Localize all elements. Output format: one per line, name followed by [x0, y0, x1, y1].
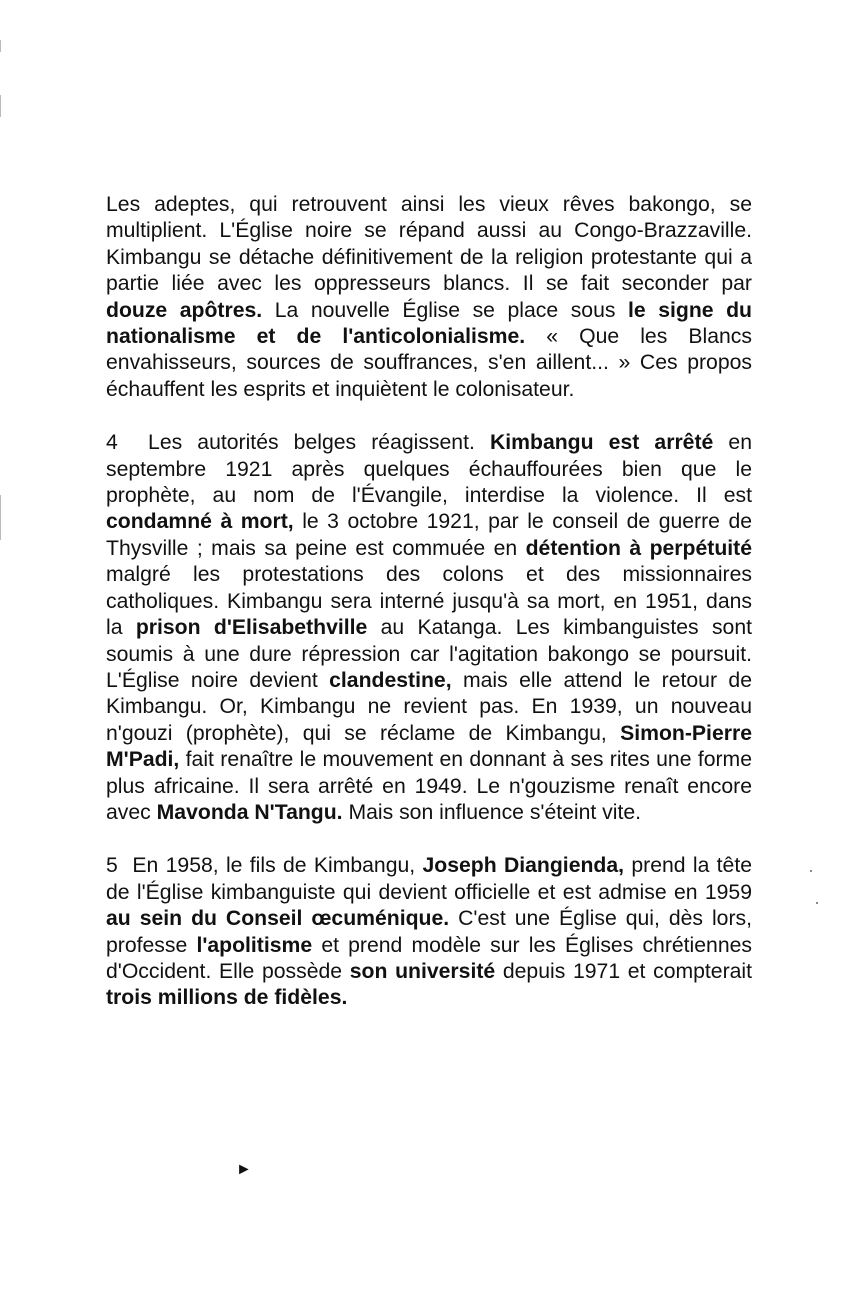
emphasis-text: au sein du Conseil œcuménique. [106, 907, 450, 931]
text-segment: malgré les protestations des colons et des missionnaires catholiques. Kimbangu sera interné jusqu'à sa mort, en 1951, dans la [106, 563, 752, 640]
emphasis-text: Simon-Pierre M'Padi, [106, 721, 752, 772]
emphasis-text: le signe du nationalisme et de l'anticolonialisme. [106, 298, 753, 349]
text-segment: C'est une Église qui, dès lors, professe [106, 907, 752, 957]
paragraph-text [106, 430, 752, 826]
text-segment: fait renaître le mouvement en donnant à ses rites une forme plus africaine. Il sera arrêté en 1949. Le n'gouzisme renaît encore avec [106, 748, 752, 824]
text-segment: le 3 octobre 1921, par le conseil de guerre de Thysville ; mais sa peine est commuée en [106, 510, 753, 560]
emphasis-text: trois millions de fidèles. [106, 986, 348, 1010]
text-segment: au Katanga. Les kimbanguistes sont soumis à une dure répression car l'agitation bakongo se poursuit. L'Église noire devient [106, 616, 752, 692]
document-body [106, 192, 752, 1039]
emphasis-text: Kimbangu est arrêté [489, 431, 714, 455]
text-segment: depuis 1971 et compterait [495, 959, 753, 983]
text-segment: en septembre 1921 après quelques échauffourées bien que le prophète, au nom de l'Évangile, interdise la violence. Il est [106, 431, 752, 508]
emphasis-text: détention à perpétuité [525, 536, 753, 560]
scan-edge-mark [0, 95, 1, 117]
paragraph-number: 4 [106, 431, 118, 455]
emphasis-text: Joseph Diangienda, [422, 854, 625, 878]
paragraph-3 [106, 192, 752, 403]
paragraph-text [106, 192, 752, 403]
emphasis-text: Mavonda N'Tangu. [156, 800, 343, 824]
text-segment: La nouvelle Église se place sous [262, 298, 629, 322]
emphasis-text: son université [349, 959, 496, 983]
emphasis-text: douze apôtres. [106, 298, 263, 322]
text-segment: En 1958, le fils de Kimbangu, [132, 854, 423, 878]
text-segment: et prend modèle sur les Églises chrétiennes d'Occident. Elle possède [106, 933, 752, 983]
text-segment: prend la tête de l'Église kimbanguiste qui devient officielle et est admise en 1959 [106, 854, 752, 904]
paragraph-text [106, 853, 752, 1011]
paragraph-4 [106, 430, 752, 826]
scan-edge-mark [0, 495, 1, 540]
paragraph-5 [106, 853, 752, 1011]
continue-arrow-icon: ► [236, 1161, 252, 1178]
scan-speck [816, 902, 818, 904]
text-segment: Les autorités belges réagissent. [148, 431, 490, 455]
text-segment: Mais son influence s'éteint vite. [342, 800, 642, 824]
emphasis-text: l'apolitisme [196, 933, 313, 957]
scan-edge-mark [0, 40, 1, 52]
text-segment: mais elle attend le retour de Kimbangu. Or, Kimbangu ne revient pas. En 1939, un nouveau n'gouzi (prophète), qui se réclame de Kimbangu, [106, 668, 752, 745]
paragraph-number: 5 [106, 854, 118, 878]
scan-speck [810, 870, 812, 872]
emphasis-text: condamné à mort, [106, 510, 294, 534]
emphasis-text: clandestine, [329, 668, 452, 692]
text-segment: « Que les Blancs envahisseurs, sources de souffrances, s'en aillent... » Ces propos échauffent les esprits et inquiètent le colonisateur. [106, 325, 752, 401]
emphasis-text: prison d'Elisabethville [135, 616, 368, 640]
text-segment: Les adeptes, qui retrouvent ainsi les vieux rêves bakongo, se multiplient. L'Église noire se répand aussi au Congo-Brazzaville. Kimbangu se détache définitivement de la religion protestante qui a partie liée avec les oppresseurs blancs. Il se fait seconder par [106, 193, 752, 296]
